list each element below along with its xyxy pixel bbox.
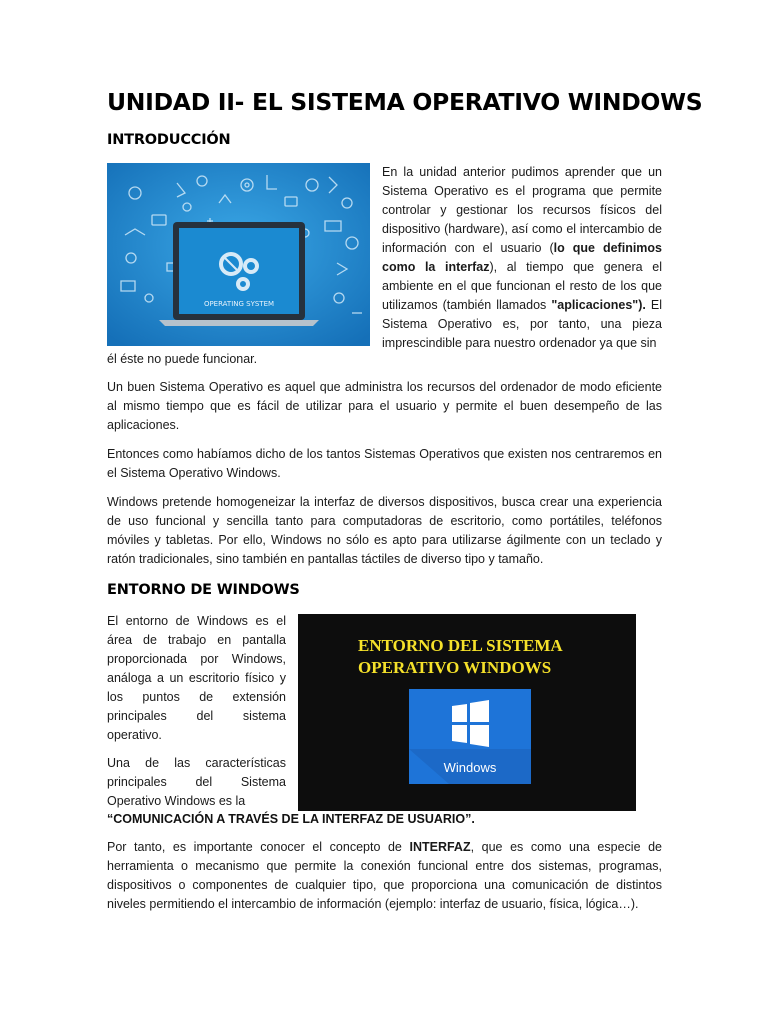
document-page [107,86,703,911]
intro-paragraph: En la unidad anterior pudimos aprender que un Sistema Operativo es el programa que permite controlar y gestionar los recursos físicos del dispositivo (hardware), así como el intercambio de información con el usuario (lo que definimos como la interfaz), al tiempo que genera el ambiente en el que funcionan el resto de los que utilizamos (también llamados "aplicaciones"). El Sistema Operativo es, por tanto, una pieza imprescindible para nuestro ordenador ya que sin [382,165,662,350]
os-screen-caption: OPERATING SYSTEM [203,300,275,308]
entorno-text-column [107,612,286,811]
intro-paragraph-end: él éste no puede funcionar. [107,352,258,366]
windows-environment-image [298,614,636,811]
entorno-paragraph: El entorno de Windows es el área de trabajo en pantalla proporcionada por Windows, análoga a un escritorio físico y los puntos de extensión principales del sistema operativo. [107,614,286,742]
windows-logo-label: Windows [443,760,497,775]
document-title: UNIDAD II- EL SISTEMA OPERATIVO WINDOWS [107,88,703,116]
entorno-heading: ENTORNO DE WINDOWS [107,582,300,598]
paragraph-windows-focus: Entonces como habíamos dicho de los tantos Sistemas Operativos que existen nos centraremos en el Sistema Operativo Windows. [107,447,662,480]
operating-system-illustration [107,163,370,346]
paragraph-buen-sistema: Un buen Sistema Operativo es aquel que administra los recursos del ordenador de modo eficiente al mismo tiempo que es fácil de utilizar para el usuario y permite el buen desempeño de las aplicaciones. [107,380,662,432]
windows-logo-tile [409,689,531,784]
intro-heading: INTRODUCCIÓN [107,132,231,148]
interfaz-paragraph: Por tanto, es importante conocer el concepto de INTERFAZ, que es como una especie de herramienta o mecanismo que permite la conexión funcional entre dos sistemas, programas, dispositivos o componentes de cualquier tipo, que proporciona una comunicación de distintos niveles permitiendo el intercambio de información (ejemplo: interfaz de usuario, física, lógica…). [107,840,662,911]
interfaz-quote: “COMUNICACIÓN A TRAVÉS DE LA INTERFAZ DE USUARIO”. [107,812,475,826]
entorno-characteristics-paragraph: Una de las características principales del Sistema Operativo Windows es la [107,756,286,808]
windows-image-title: ENTORNO DEL SISTEMA OPERATIVO WINDOWS [358,636,562,677]
paragraph-windows-devices: Windows pretende homogeneizar la interfaz de diversos dispositivos, busca crear una experiencia de uso funcional y sencilla tanto para computadoras de escritorio, como portátiles, teléfonos móviles y tabletas. Por ello, Windows no sólo es apto para utilizarse ágilmente con un teclado y ratón tradicionales, sino también en pantallas táctiles de diverso tipo y tamaño. [107,495,662,566]
